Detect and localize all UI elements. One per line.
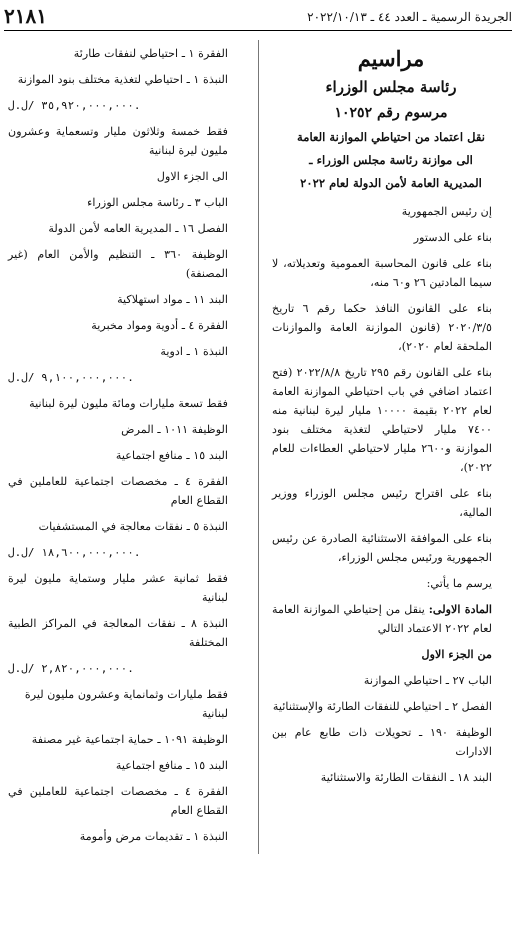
decree-number: مرسوم رقم ١٠٢٥٢ [334, 105, 448, 121]
article-one-label: المادة الاولى: [428, 602, 492, 616]
amount-3: ١٨,٦٠٠,٠٠٠,٠٠٠ /ل.ل. [8, 546, 141, 559]
preamble-president: إن رئيس الجمهورية [401, 205, 492, 218]
preamble-law-295: بناء على القانون رقم ٢٩٥ تاريخ ٢٠٢٢/٨/٨ (فتح اعتماد اضافي في باب احتياطي الموازنة العامة لعام ٢٠٢٢ بقيمة ١٠٠٠٠ مليار ليرة لبنانية منه ٧٤٠٠ مليار لاحتياطي لتغذية مختلف بنود الموازنة و٢٦٠٠ مليار لاحتياطي العطاءات للعام ٢٠٢٢)، [272, 366, 492, 474]
decree-subject-line-3: المديرية العامة لأمن الدولة لعام ٢٠٢٢ [300, 176, 482, 190]
amount-4-words: فقط مليارات وثمانماية وعشرون مليون ليرة لبنانية [24, 688, 228, 720]
paragraph-4-public-sector-b: الفقرة ٤ ـ مخصصات اجتماعية للعاملين في القطاع العام [8, 785, 228, 817]
subitem-5-hospitals: النبذة ٥ ـ نفقات معالجة في المستشفيات [38, 520, 228, 533]
preamble-law-6: بناء على القانون النافذ حكما رقم ٦ تاريخ ٢٠٢٠/٣/٥ (قانون الموازنة العامة والموازنات الملحقة لعام ٢٠٢٠)، [272, 302, 492, 353]
page-header [4, 4, 512, 31]
amount-2: ٩,١٠٠,٠٠٠,٠٠٠ /ل.ل. [8, 371, 134, 384]
preamble-accounting-law: بناء على قانون المحاسبة العمومية وتعديلاته، لا سيما المادتين ٢٦ و٦٠ منه، [272, 257, 492, 289]
article-one [272, 600, 510, 638]
amount-1: ٣٥,٩٢٠,٠٠٠,٠٠٠ /ل.ل. [8, 99, 141, 112]
part-one-heading: من الجزء الاول [421, 647, 492, 661]
function-1011: الوظيفة ١٠١١ ـ المرض [121, 423, 228, 436]
paragraph-4-public-sector-a: الفقرة ٤ ـ مخصصات اجتماعية للعاملين في القطاع العام [8, 475, 228, 507]
amount-3-words: فقط ثمانية عشر مليار وستماية مليون ليرة لبنانية [8, 572, 228, 604]
section-2: الفصل ٢ ـ احتياطي للنفقات الطارئة والإستثنائية [272, 700, 492, 713]
preamble-constitution: بناء على الدستور [413, 231, 492, 244]
running-header: الجريدة الرسمية ـ العدد ٤٤ ـ ٢٠٢٢/١٠/١٣ [307, 10, 512, 24]
decree-subject-line-2: الى موازنة رئاسة مجلس الوزراء ـ [309, 153, 473, 167]
subitem-1-sickness-maternity: النبذة ١ ـ تقديمات مرض وأمومة [79, 830, 228, 843]
chapter-27: الباب ٢٧ ـ احتياطي الموازنة [363, 674, 492, 687]
issuing-authority: رئاسة مجلس الوزراء [325, 78, 457, 96]
section-16: الفصل ١٦ ـ المديرية العامه لأمن الدولة [48, 222, 228, 235]
paragraph-4-medicines: الفقرة ٤ ـ أدوية ومواد مخبرية [91, 319, 228, 332]
item-11: البند ١١ ـ مواد استهلاكية [117, 293, 228, 306]
amount-4: ٢,٨٢٠,٠٠٠,٠٠٠ /ل.ل. [8, 662, 134, 675]
paragraph-1-reserve: الفقرة ١ ـ احتياطي لنفقات طارئة [73, 47, 228, 60]
function-190: الوظيفة ١٩٠ ـ تحويلات ذات طابع عام بين الادارات [272, 726, 492, 758]
article-one-text: ينقل من إحتياطي الموازنة العامة لعام ٢٠٢٢ الاعتماد التالي [272, 603, 492, 635]
chapter-3: الباب ٣ ـ رئاسة مجلس الوزراء [87, 196, 228, 209]
decree-formula: يرسم ما يأتي: [426, 577, 492, 590]
function-1091: الوظيفة ١٠٩١ ـ حماية اجتماعية غير مصنفة [31, 733, 228, 746]
subitem-1-reserve-food: النبذة ١ ـ احتياطي لتغذية مختلف بنود الموازنة [17, 73, 228, 86]
to-part-one: الى الجزء الاول [156, 170, 228, 183]
preamble-approval: بناء على الموافقة الاستثنائية الصادرة عن رئيس الجمهورية ورئيس مجلس الوزراء، [272, 532, 492, 564]
section-title: مراسيم [357, 46, 425, 71]
item-15-b: البند ١٥ ـ منافع اجتماعية [115, 759, 228, 772]
item-15-a: البند ١٥ ـ منافع اجتماعية [115, 449, 228, 462]
left-column [8, 44, 246, 846]
subitem-1-medicines: النبذة ١ ـ ادوية [160, 345, 228, 358]
decree-subject-line-1: نقل اعتماد من احتياطي الموازنة العامة [297, 130, 485, 144]
amount-2-words: فقط تسعة مليارات ومائة مليون ليرة لبنانية [29, 397, 228, 410]
column-divider [258, 40, 259, 854]
subitem-8-medical-centers: النبذة ٨ ـ نفقات المعالجة في المراكز الطبية المختلفة [8, 617, 228, 649]
right-column [272, 44, 510, 787]
amount-1-words: فقط خمسة وثلاثون مليار وتسعماية وعشرون مليون ليرة لبنانية [8, 125, 228, 157]
preamble-proposal: بناء على اقتراح رئيس مجلس الوزراء ووزير المالية، [272, 487, 492, 519]
function-360: الوظيفة ٣٦٠ ـ التنظيم والأمن العام (غير المصنفة) [8, 248, 228, 280]
page-number: ٢١٨١ [4, 4, 47, 28]
item-18: البند ١٨ ـ النفقات الطارئة والاستثنائية [320, 771, 492, 784]
